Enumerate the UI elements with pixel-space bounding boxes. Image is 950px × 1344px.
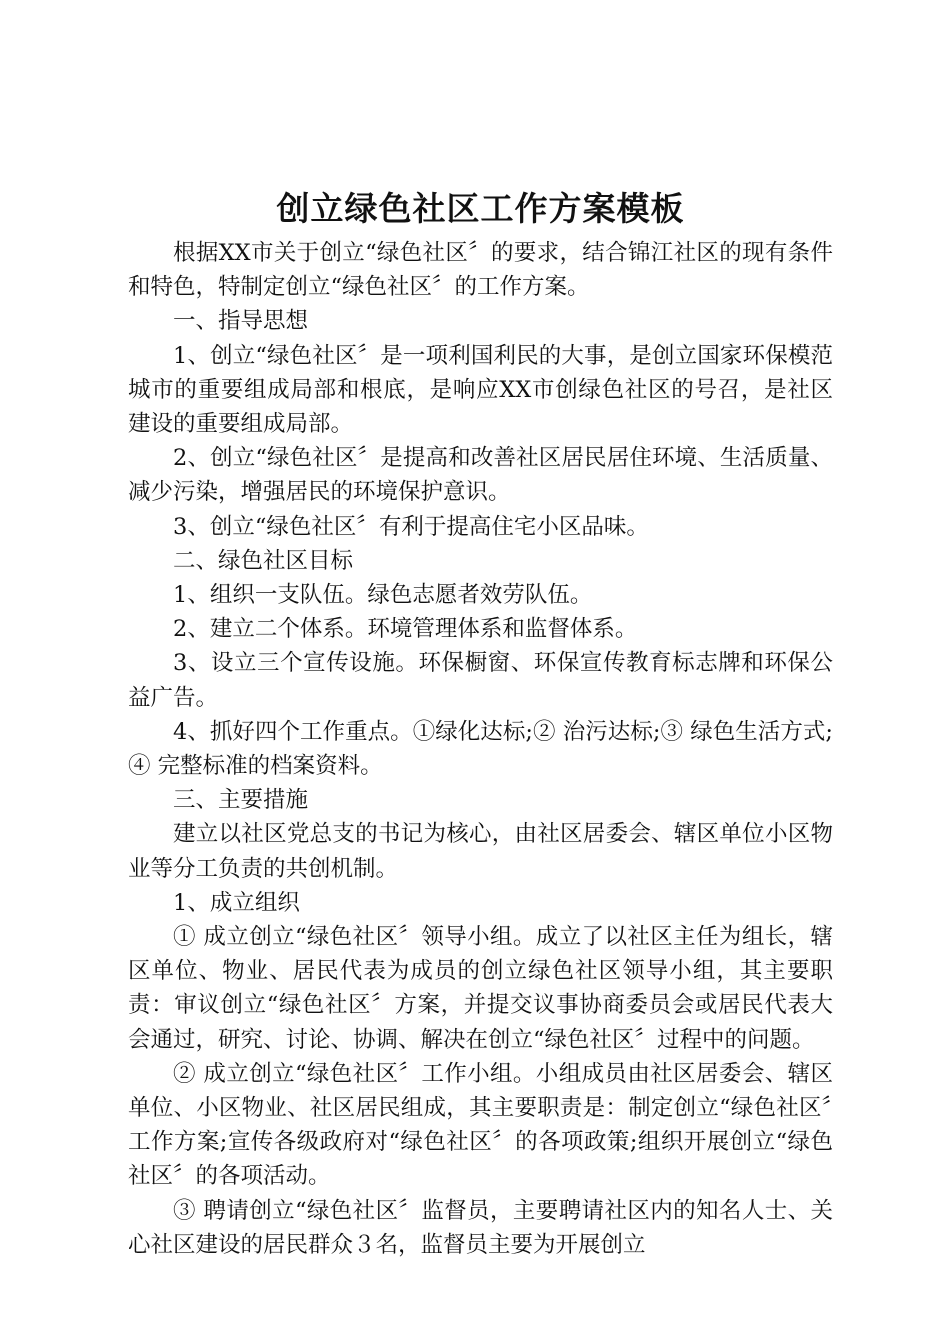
paragraph-goal-4: 4、抓好四个工作重点。①绿化达标;② 治污达标;③ 绿色生活方式;④ 完整标准的档案资料。 [128,718,833,780]
paragraph-ideology-1: 1、创立“绿色社区〞是一项利国利民的大事，是创立国家环保模范城市的重要组成局部和根底，是响应XX市创绿色社区的号召，是社区建设的重要组成局部。 [128,342,833,438]
paragraph-measures-intro: 建立以社区党总支的书记为核心，由社区居委会、辖区单位小区物业等分工负责的共创机制。 [128,821,833,882]
paragraph-intro: 根据XX市关于创立“绿色社区〞的要求，结合锦江社区的现有条件和特色，特制定创立“绿色社区〞的工作方案。 [128,240,833,301]
document-page [128,184,833,1262]
heading-goals: 二、绿色社区目标 [173,547,354,574]
document-title: 创立绿色社区工作方案模板 [276,189,685,228]
paragraph-goal-1: 1、组织一支队伍。绿色志愿者效劳队伍。 [173,582,593,609]
paragraph-working-group: ② 成立创立“绿色社区〞工作小组。小组成员由社区居委会、辖区单位、小区物业、社区居民组成，其主要职责是：制定创立“绿色社区〞工作方案;宣传各级政府对“绿色社区〞的各项政策;组织开展创立“绿色社区〞的各项活动。 [128,1060,833,1190]
paragraph-supervisors: ③ 聘请创立“绿色社区〞监督员，主要聘请社区内的知名人士、关心社区建设的居民群众３名，监督员主要为开展创立 [128,1197,833,1258]
subheading-organization: 1、成立组织 [173,889,300,916]
heading-guiding-ideology: 一、指导思想 [173,308,309,335]
heading-measures: 三、主要措施 [173,787,309,814]
paragraph-ideology-2: 2、创立“绿色社区〞是提高和改善社区居民居住环境、生活质量、减少污染，增强居民的环境保护意识。 [128,445,833,506]
paragraph-leading-group: ① 成立创立“绿色社区〞领导小组。成立了以社区主任为组长，辖区单位、物业、居民代表为成员的创立绿色社区领导小组，其主要职责：审议创立“绿色社区〞方案，并提交议事协商委员会或居民代表大会通过，研究、讨论、协调、解决在创立“绿色社区〞过程中的问题。 [128,924,833,1053]
paragraph-ideology-3: 3、创立“绿色社区〞有利于提高住宅小区品味。 [173,513,649,540]
paragraph-goal-2: 2、建立二个体系。环境管理体系和监督体系。 [173,616,638,643]
paragraph-goal-3: 3、设立三个宣传设施。环保橱窗、环保宣传教育标志牌和环保公益广告。 [128,650,833,711]
